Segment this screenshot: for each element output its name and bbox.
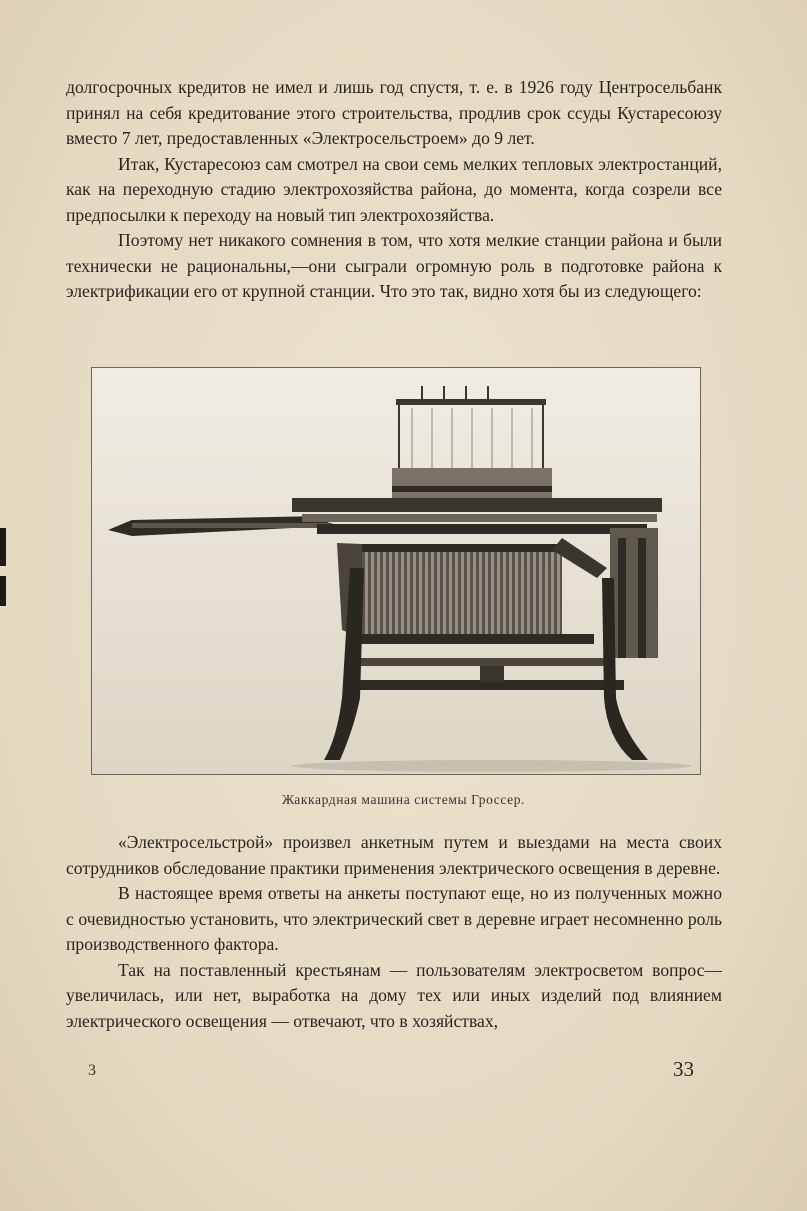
margin-mark <box>0 576 6 606</box>
text-block-bottom <box>66 830 722 1034</box>
paragraph: Так на поставленный крестьянам — пользователям электросветом вопрос—увеличилась, или нет, выработка на дому тех или иных изделий под влиянием электрического освещения — отвечают, что в хозяйствах, <box>66 959 722 1031</box>
paragraph: Поэтому нет никакого сомнения в том, что хотя мелкие станции района и были технически не рациональны,—они сыграли огромную роль в подготовке района к электрификации его от крупной станции. Что это так, видно хотя бы из следующего: <box>66 230 722 301</box>
paragraph: В настоящее время ответы на анкеты поступают еще, но из полученных можно с очевидностью установить, что электрический свет в деревне играет несомненно роль производственного фактора. <box>66 883 722 954</box>
signature-mark: 3 <box>88 1062 96 1079</box>
paragraph: «Электросельстрой» произвел анкетным путем и выездами на места своих сотрудников обследование практики применения электрического освещения в деревне. <box>66 832 722 878</box>
figure-caption: Жаккардная машина системы Гроссер. <box>281 792 526 807</box>
margin-mark <box>0 528 6 566</box>
paragraph: долгосрочных кредитов не имел и лишь год спустя, т. е. в 1926 году Центросельбанк принял на себя кредитование этого строительства, продлив срок ссуды Кустаресоюзу вместо 7 лет, предоставленных «Электросельстроем» до 9 лет. <box>66 77 722 148</box>
paragraph: Итак, Кустаресоюз сам смотрел на свои семь мелких тепловых электростанций, как на переходную стадию электрохозяйства района, до момента, когда созрели все предпосылки к переходу на новый тип электрохозяйства. <box>66 153 722 225</box>
figure-photo <box>91 367 701 775</box>
jacquard-machine-illustration <box>92 368 700 774</box>
page-number: 33 <box>673 1057 694 1081</box>
text-block-top <box>66 75 722 305</box>
